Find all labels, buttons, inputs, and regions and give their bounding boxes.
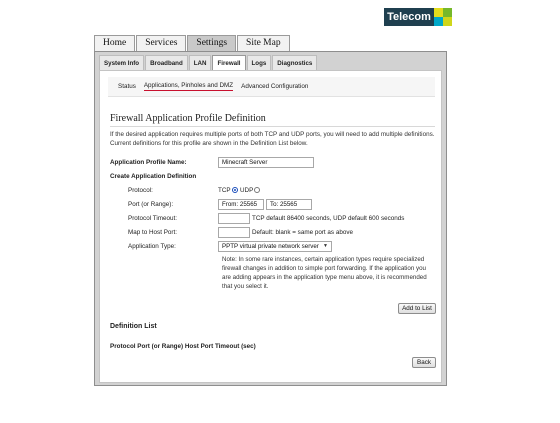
intro-text: If the desired application requires multiple ports of both TCP and UDP ports, you will need to add multiple definitions. Current definitions for this profile are shown in the Definition List below. (110, 131, 435, 147)
host-port-hint: Default: blank = same port as above (252, 229, 353, 236)
chevron-down-icon: ▼ (323, 243, 328, 249)
subtab-firewall[interactable]: Firewall (212, 55, 245, 70)
settings-sub-tabs (99, 55, 318, 70)
firewall-sub-nav (108, 77, 435, 97)
back-button[interactable]: Back (412, 357, 436, 368)
protocol-label: Protocol: (128, 187, 153, 194)
brand-square-yellow (434, 8, 443, 17)
tcp-radio[interactable] (232, 187, 238, 193)
host-port-input[interactable] (218, 227, 250, 238)
application-type-label: Application Type: (128, 243, 176, 250)
port-to-prefix: To: (270, 201, 280, 208)
port-range-label: Port (or Range): (128, 201, 174, 208)
definition-list-heading: Definition List (110, 323, 157, 330)
add-to-list-button[interactable]: Add to List (398, 303, 436, 314)
port-to-value: 25565 (279, 201, 298, 208)
udp-radio[interactable] (254, 187, 260, 193)
main-tabs (94, 35, 291, 51)
tab-site-map[interactable]: Site Map (237, 35, 290, 51)
subtab-diagnostics[interactable]: Diagnostics (272, 55, 317, 70)
tcp-label: TCP (218, 187, 231, 194)
subtab-lan[interactable]: LAN (189, 55, 212, 70)
port-from-prefix: From: (222, 201, 240, 208)
subnav-applications-pinholes-dmz[interactable]: Applications, Pinholes and DMZ (143, 82, 234, 89)
firewall-panel (99, 70, 442, 383)
protocol-timeout-input[interactable] (218, 213, 250, 224)
subtab-logs[interactable]: Logs (247, 55, 272, 70)
definition-list-columns: Protocol Port (or Range) Host Port Timeout (sec) (110, 343, 256, 350)
brand-square-green (443, 8, 452, 17)
tab-settings[interactable]: Settings (187, 35, 236, 51)
title-divider (110, 126, 435, 127)
application-type-select[interactable] (218, 241, 332, 252)
page-title: Firewall Application Profile Definition (110, 113, 266, 124)
brand-square-lime (443, 17, 452, 26)
create-definition-heading: Create Application Definition (110, 173, 197, 180)
tab-services[interactable]: Services (136, 35, 186, 51)
protocol-timeout-label: Protocol Timeout: (128, 215, 177, 222)
host-port-label: Map to Host Port: (128, 229, 177, 236)
protocol-timeout-hint: TCP default 86400 seconds, UDP default 600 seconds (252, 215, 405, 222)
brand-mark-icon (434, 8, 452, 26)
application-type-note: Note: In some rare instances, certain application types require specialized firewall changes in addition to simple port forwarding. If the application you are adding appears in the application type menu above, it is recommended that you select it. (222, 256, 427, 290)
port-from-input[interactable] (218, 199, 264, 210)
subtab-system-info[interactable]: System Info (99, 55, 144, 70)
port-to-input[interactable] (266, 199, 312, 210)
subnav-advanced-configuration[interactable]: Advanced Configuration (241, 82, 309, 90)
port-from-value: 25565 (239, 201, 258, 208)
subtab-broadband[interactable]: Broadband (145, 55, 188, 70)
udp-label: UDP (240, 187, 254, 194)
profile-name-label: Application Profile Name: (110, 159, 187, 166)
profile-name-input[interactable]: Minecraft Server (218, 157, 314, 168)
settings-frame (94, 51, 447, 386)
telecom-logo (384, 8, 452, 26)
subnav-status[interactable]: Status (118, 82, 136, 90)
application-type-value: PPTP virtual private network server (222, 243, 319, 250)
brand-square-cyan (434, 17, 443, 26)
brand-name: Telecom (384, 8, 434, 26)
tab-home[interactable]: Home (94, 35, 135, 51)
